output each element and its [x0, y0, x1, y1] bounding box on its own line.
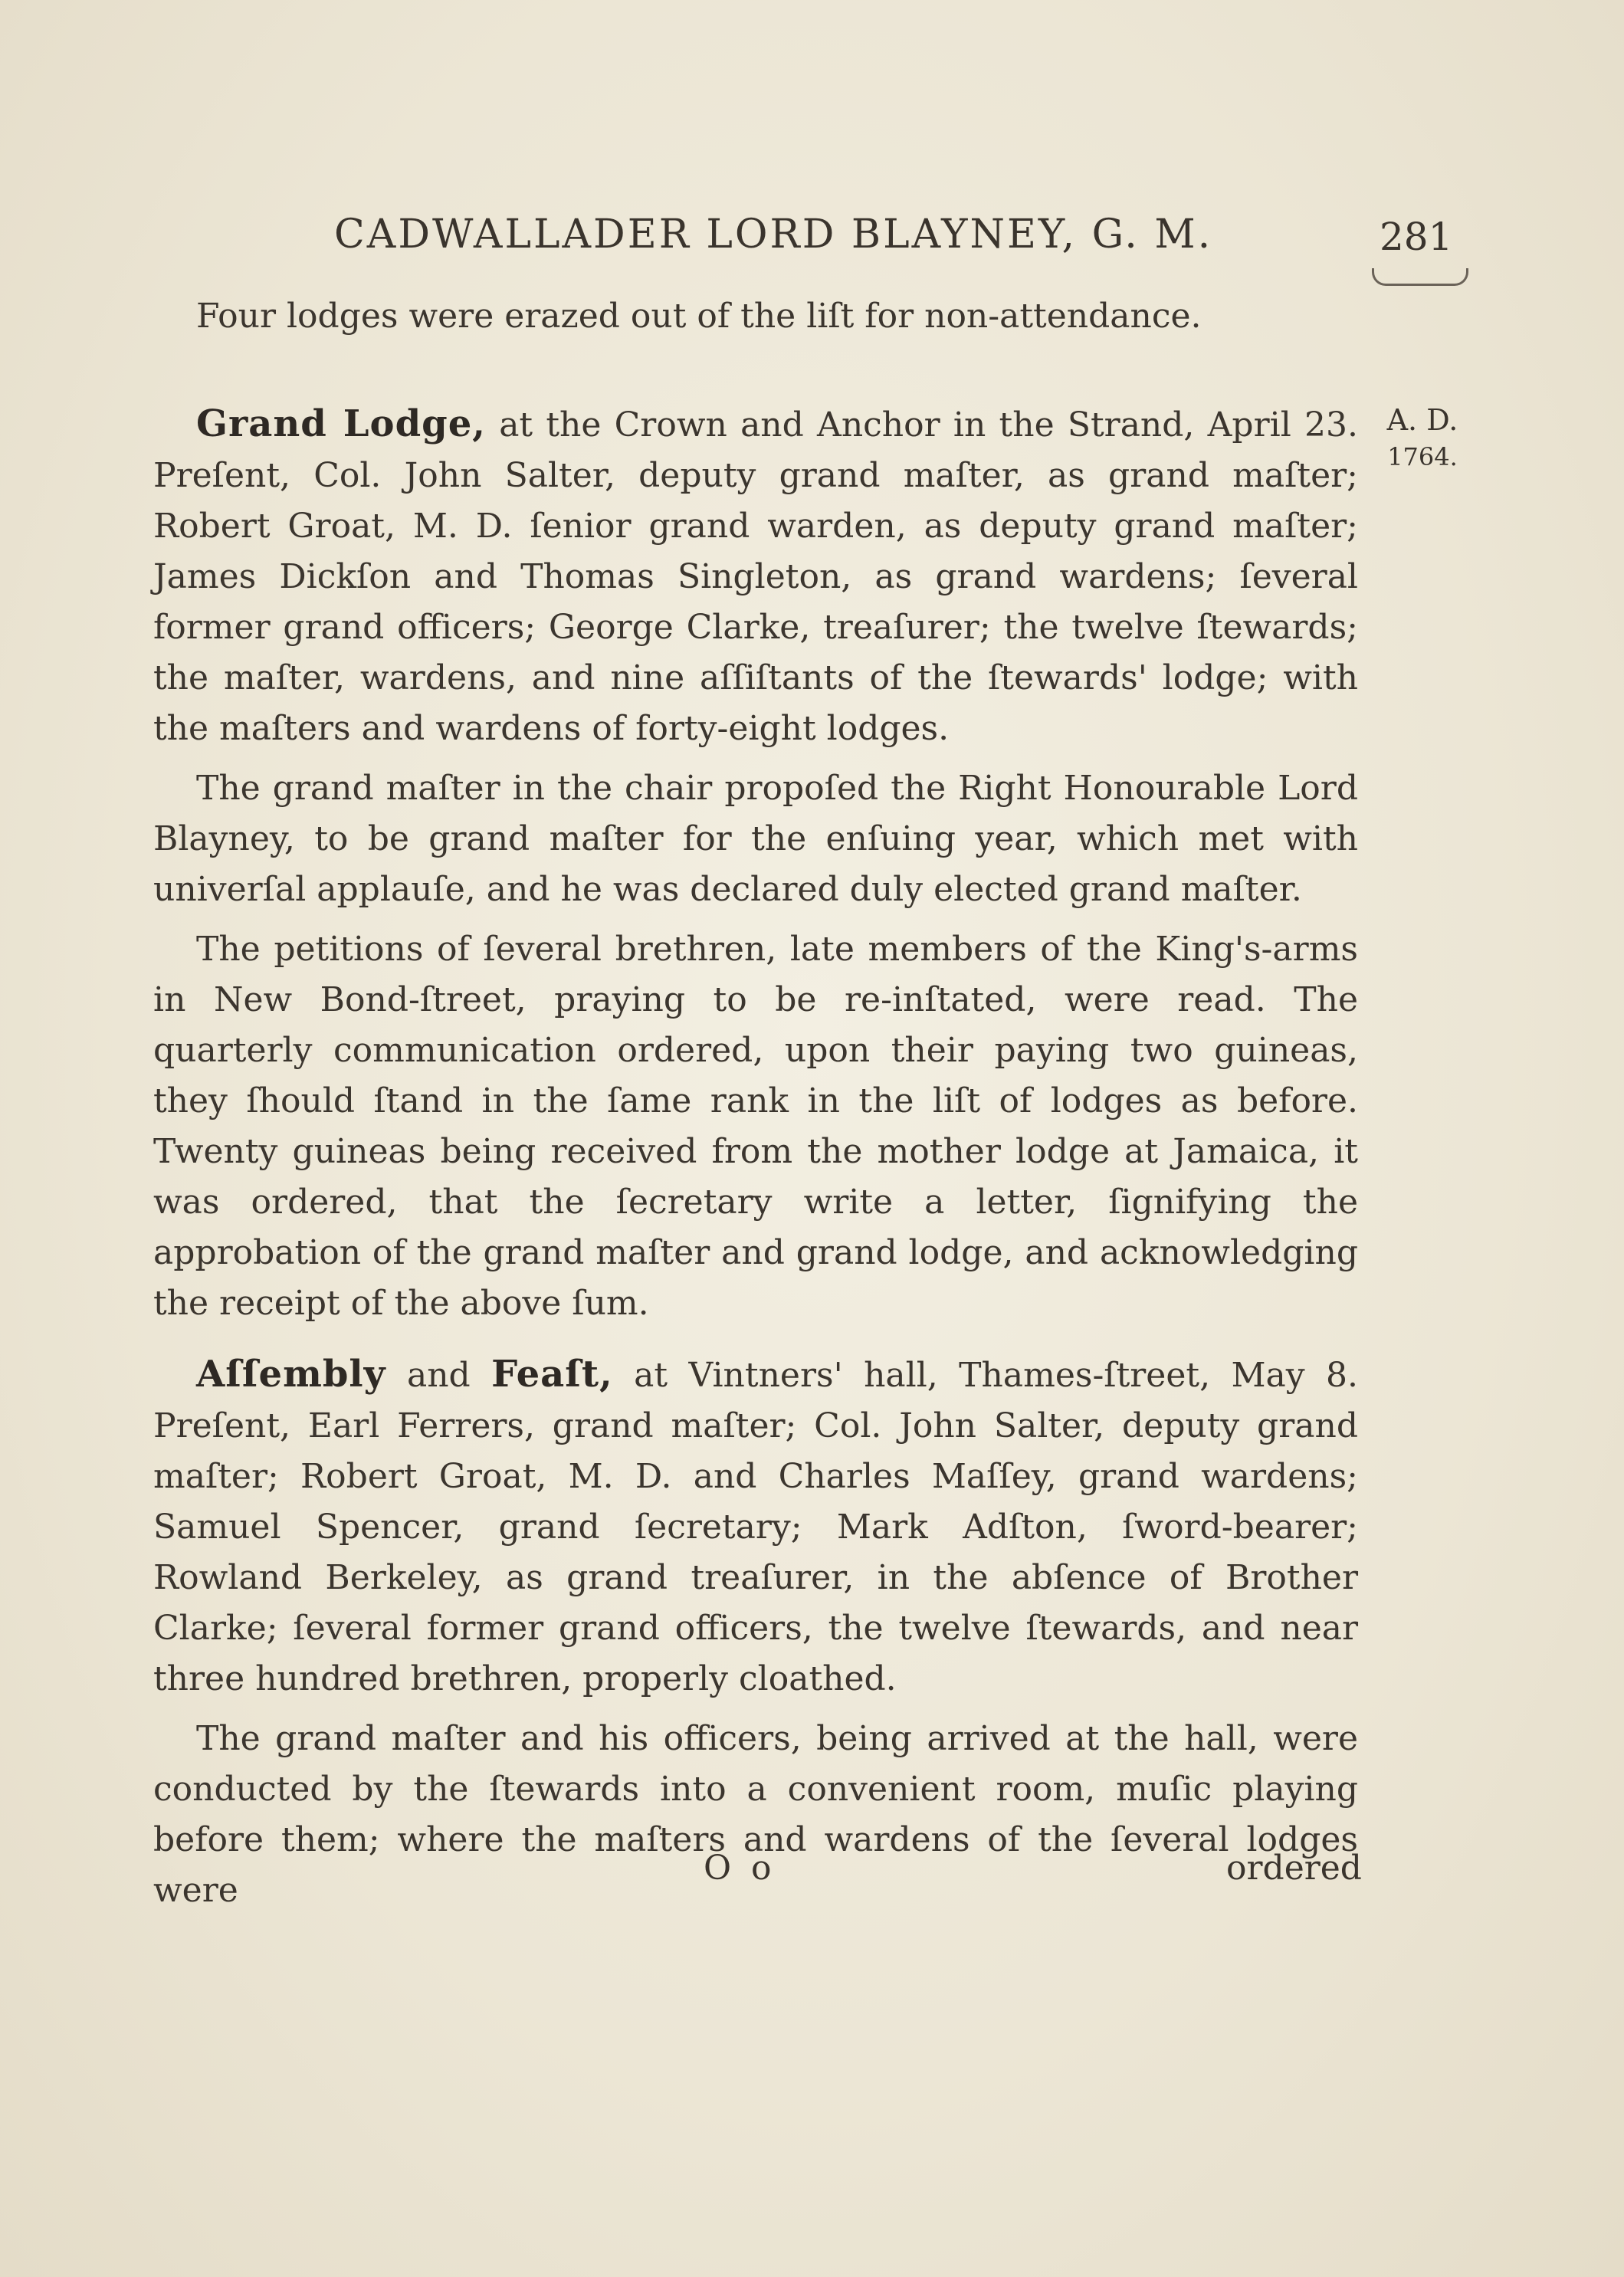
page-number: 281 [1380, 215, 1453, 259]
running-head: CADWALLADER LORD BLAYNEY, G. M. [334, 212, 1213, 258]
paragraph-grand-lodge [153, 399, 1358, 754]
section-grand-lodge [153, 399, 1358, 1329]
page-footer [0, 1849, 1624, 1895]
paragraph-text: at the Crown and Anchor in the Strand, April 23. Preſent, Col. John Salter, deputy grand maſter, as grand maſter; Robert Groat, M. D. ſenior grand warden, as deputy grand maſter; James Dickſon and Thomas Singleton, as grand wardens; ſeveral former grand officers; George Clarke, treaſurer; the twelve ſtewards; the maſter, wardens, and nine aſſiſtants of the ſtewards' lodge; with the maſters and wardens of forty-eight lodges. [153, 405, 1358, 748]
section-heading-assembly: Aſſembly [196, 1353, 386, 1396]
page-header [0, 212, 1624, 265]
paragraph-text: Four lodges were erazed out of the liſt for non-attendance. [196, 297, 1202, 336]
section-heading-feast: Feaſt, [491, 1353, 613, 1396]
paragraph-petitions: The petitions of ſeveral brethren, late members of the King's-arms in New Bond-ſtreet, praying to be re-inſtated, were read. The quarterly communication ordered, upon their paying two guineas, they ſhould ſtand in the ſame rank in the liſt of lodges as before. Twenty guineas being received from the mother lodge at Jamaica, it was ordered, that the ſecretary write a letter, ſignifying the approbation of the grand maſter and grand lodge, and acknowledging the receipt of the above ſum. [153, 930, 1358, 1323]
paragraph-erazed-lodges [153, 291, 1358, 342]
margin-note-label: A. D. [1386, 403, 1458, 437]
paragraph-blayney-proposed: The grand maſter in the chair propoſed the Right Honourable Lord Blayney, to be grand maſter for the enſuing year, which met with univerſal applauſe, and he was declared duly elected grand maſter. [153, 769, 1358, 909]
paragraph-text: at Vintners' hall, Thames-ſtreet, May 8. Preſent, Earl Ferrers, grand maſter; Col. John Salter, deputy grand maſter; Robert Groat, M. D. and Charles Maſſey, grand wardens; Samuel Spencer, grand ſecretary; Mark Adſton, ſword-bearer; Rowland Berkeley, as grand treaſurer, in the abſence of Brother Clarke; ſeveral former grand officers, the twelve ſtewards, and near three hundred brethren, properly cloathed. [153, 1356, 1358, 1698]
paragraph-officers-arrived: The grand maſter and his officers, being arrived at the hall, were conducted by the ſtewards into a convenient room, muſic playing before them; where the maſters and wardens of the ſeveral lodges were [153, 1719, 1358, 1910]
catchword: ordered [1226, 1849, 1362, 1888]
section-heading-grand-lodge: Grand Lodge, [196, 402, 486, 445]
page-number-brace [1372, 268, 1468, 286]
paragraph-conjunction: and [385, 1356, 492, 1395]
paragraph-assembly-feast [153, 1349, 1358, 1704]
margin-note-date [1376, 402, 1468, 475]
section-assembly-feast [153, 1349, 1358, 1916]
signature-mark: O o [704, 1849, 776, 1888]
margin-note-year: 1764. [1387, 442, 1458, 471]
